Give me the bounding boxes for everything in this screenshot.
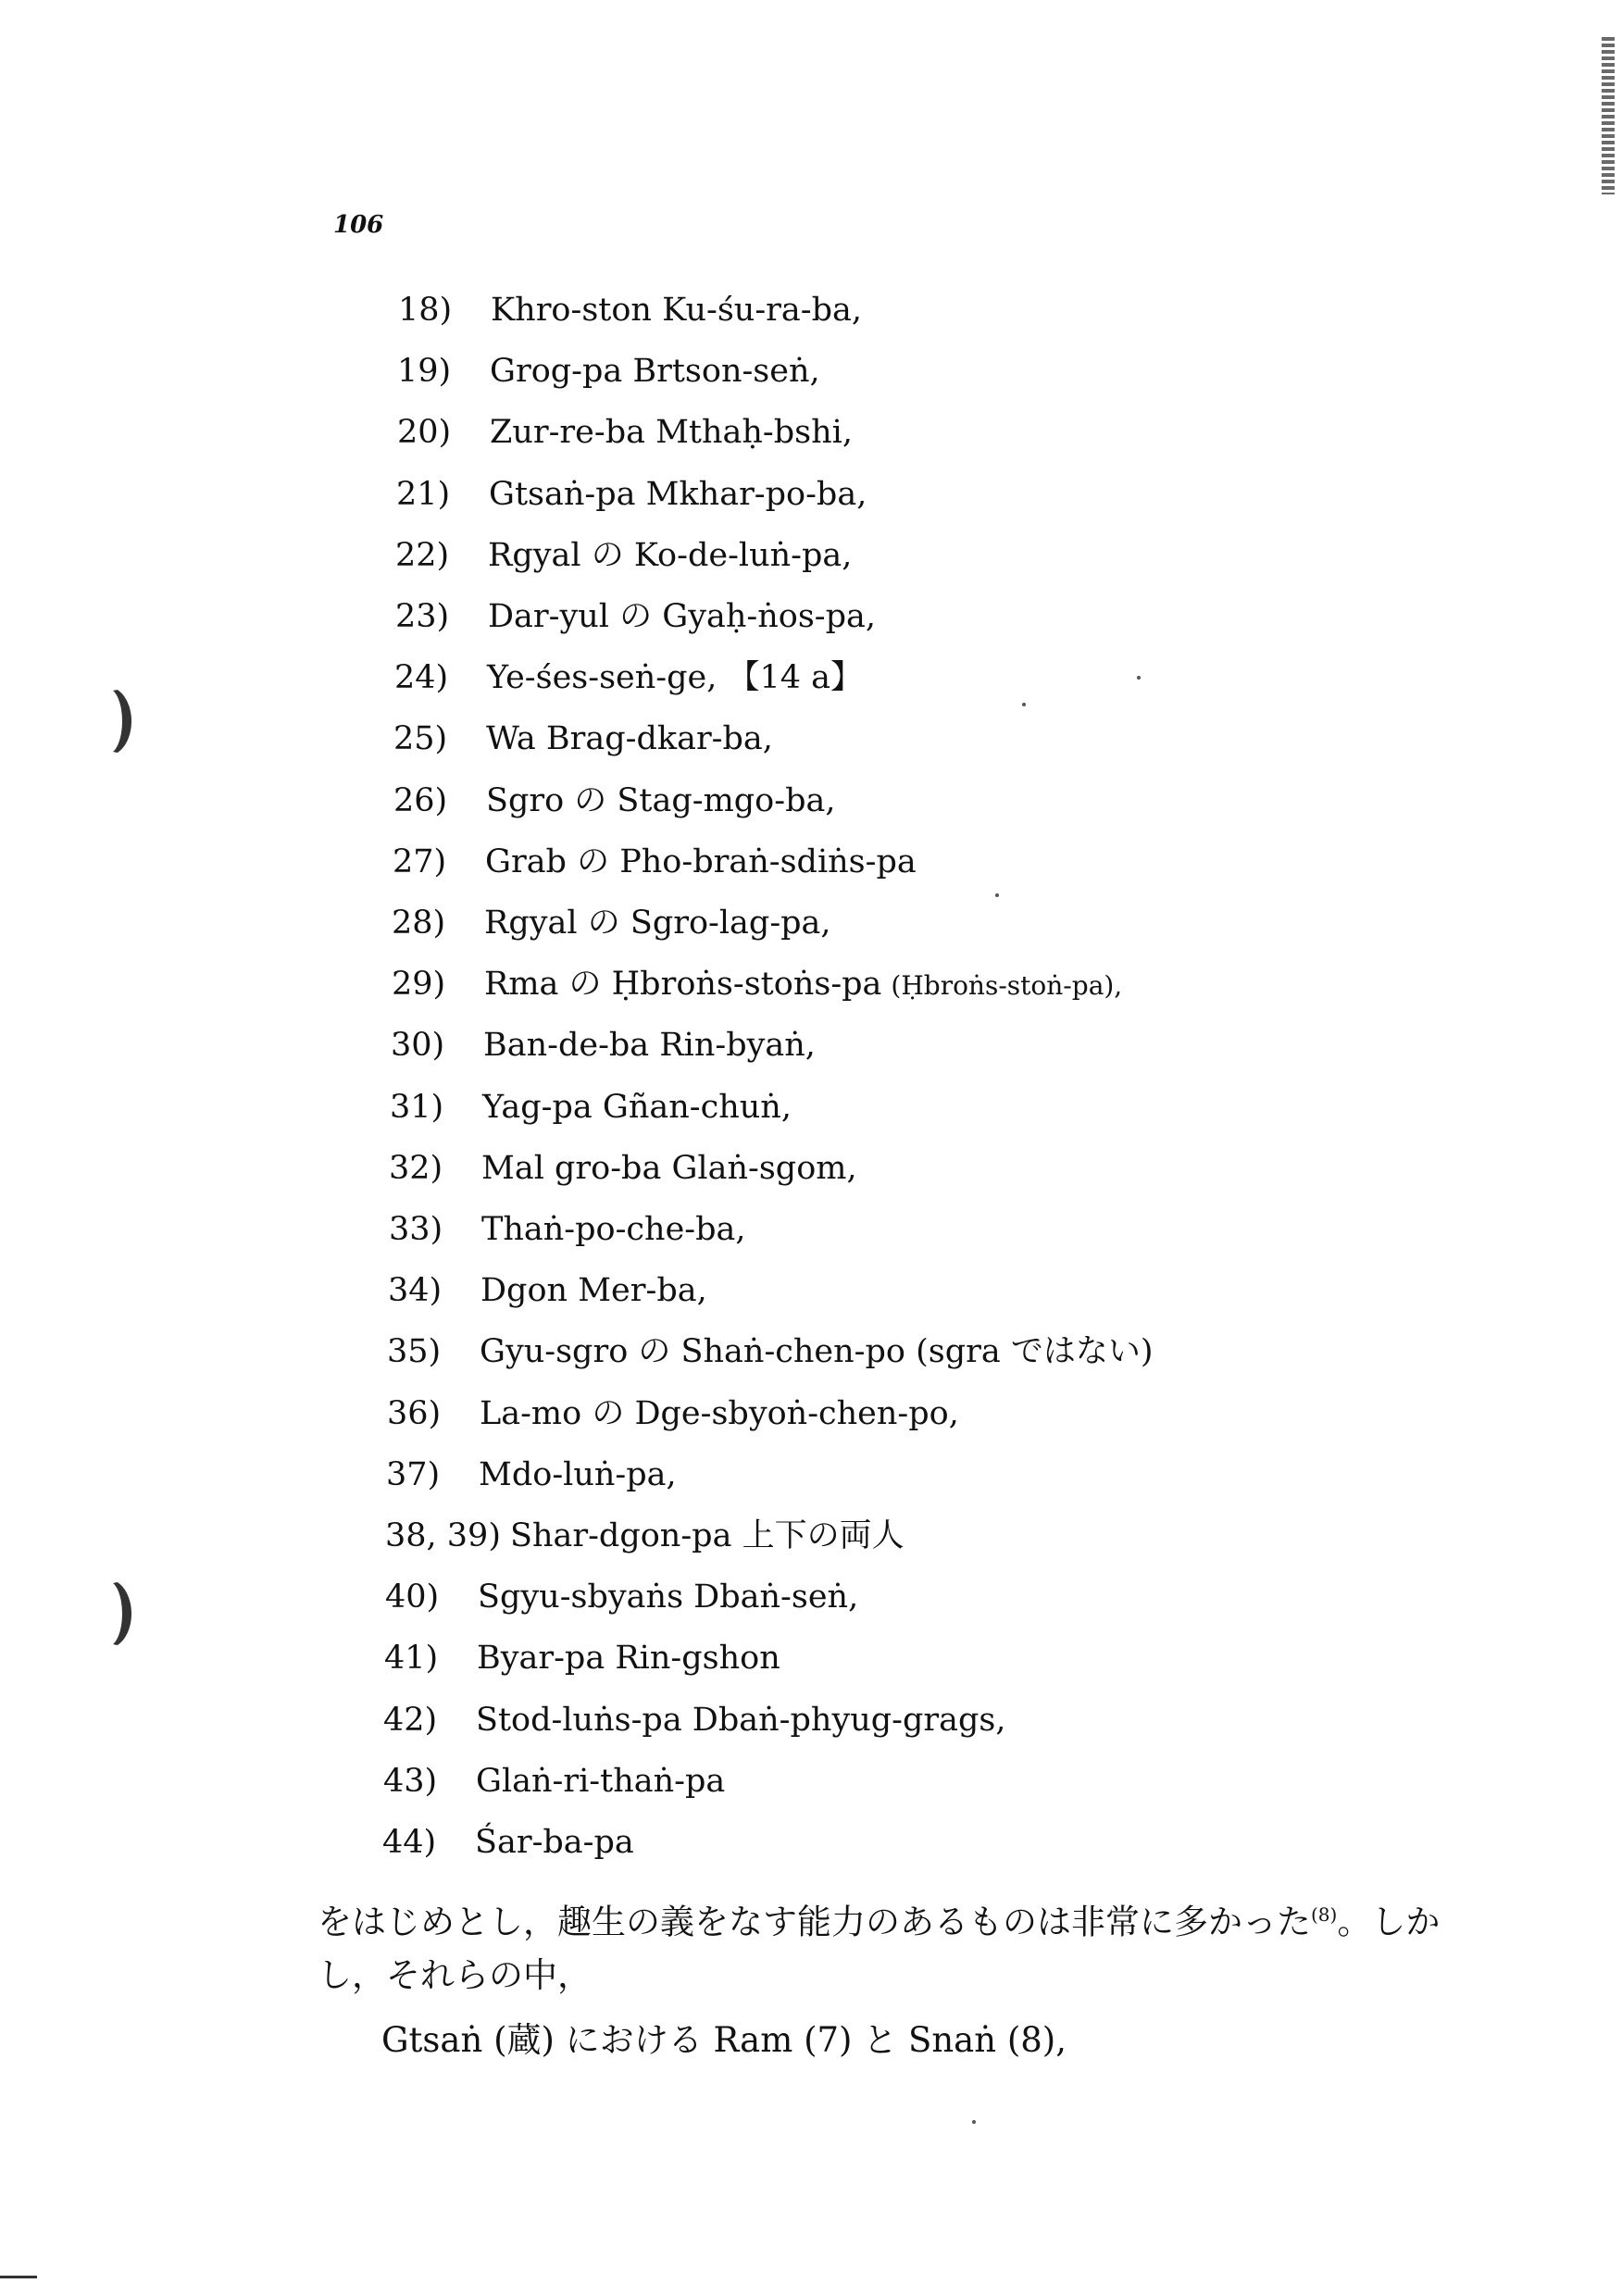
list-item-number: 27): [393, 843, 447, 880]
list-item: [386, 1452, 677, 1498]
list-item: [396, 471, 867, 518]
list-item: [389, 1145, 857, 1192]
list-item-name: Stod-luṅs-pa Dbaṅ-phyug-grags,: [476, 1702, 1006, 1739]
list-item-number: 38, 39): [385, 1517, 501, 1554]
list-item-number: 44): [382, 1824, 437, 1861]
list-item: [397, 348, 820, 394]
list-item: [395, 532, 852, 579]
list-item-name: Glaṅ-ri-thaṅ-pa: [476, 1763, 726, 1800]
list-item: [393, 716, 773, 762]
list-item: [397, 409, 853, 455]
list-item-number: 24): [394, 659, 449, 696]
list-item-number: 40): [385, 1578, 440, 1616]
list-item: [394, 655, 863, 701]
list-item-name: Ban-de-ba Rin-byaṅ,: [483, 1027, 816, 1064]
list-item: [387, 1391, 959, 1437]
list-item: [392, 900, 831, 946]
list-item-number: 23): [395, 598, 450, 635]
list-item-note: (Ḥbroṅs-stoṅ-pa),: [891, 970, 1123, 1001]
list-item-name: Byar-pa Rin-gshon: [477, 1640, 780, 1677]
list-item-name: Mdo-luṅ-pa,: [479, 1456, 677, 1493]
list-item-number: 28): [392, 905, 446, 942]
list-item-number: 35): [387, 1333, 442, 1370]
list-item-name: Rma の Ḥbroṅs-stoṅs-pa: [484, 966, 882, 1003]
list-item-number: 30): [391, 1027, 445, 1064]
list-item: [383, 1758, 725, 1804]
list-item: [388, 1267, 707, 1314]
list-item-name: Śar-ba-pa: [475, 1824, 634, 1861]
paragraph-text-end: 。しか: [1337, 1902, 1441, 1942]
list-item: [384, 1635, 780, 1681]
list-item-name: Yag-pa Gñan-chuṅ,: [482, 1089, 792, 1126]
list-item-name: Sgyu-sbyaṅs Dbaṅ-seṅ,: [478, 1578, 859, 1616]
speck: [972, 2120, 976, 2124]
list-item-number: 19): [397, 353, 452, 390]
list-item-number: 26): [393, 782, 448, 819]
list-item-number: 43): [383, 1763, 438, 1800]
list-item: [391, 1022, 816, 1068]
list-item: [395, 593, 876, 640]
list-item-name: Ye-śes-seṅ-ge, 【14 a】: [487, 659, 864, 696]
list-item-name: Mal gro-ba Glaṅ-sgom,: [481, 1150, 857, 1187]
list-item-number: 32): [389, 1150, 443, 1187]
list-item-name: Wa Brag-dkar-ba,: [486, 720, 773, 757]
list-item-number: 31): [390, 1089, 444, 1126]
list-item-name: Gyu-sgro の Shaṅ-chen-po (sgra ではない): [480, 1333, 1154, 1370]
footnote-reference[interactable]: (8): [1311, 1903, 1338, 1926]
list-item: [393, 778, 835, 824]
list-item-number: 29): [392, 966, 446, 1003]
list-item-name: Dgon Mer-ba,: [480, 1272, 707, 1309]
list-item-name: Rgyal の Sgro-lag-pa,: [484, 905, 831, 942]
list-item-name: Grog-pa Brtson-seṅ,: [490, 353, 820, 390]
page-number: 106: [333, 211, 384, 239]
list-item-name: Rgyal の Ko-de-luṅ-pa,: [488, 537, 853, 574]
list-item-number: 33): [389, 1211, 443, 1248]
list-item-number: 21): [396, 476, 451, 513]
list-item-name: Gtsaṅ-pa Mkhar-po-ba,: [489, 476, 867, 513]
list-item-name: Grab の Pho-braṅ-sdiṅs-pa: [485, 843, 917, 880]
list-item: [389, 1206, 746, 1253]
list-item-name: Thaṅ-po-che-ba,: [481, 1211, 746, 1248]
list-item: [387, 1329, 1154, 1375]
list-item-name: Sgro の Stag-mgo-ba,: [486, 782, 836, 819]
list-item-name: Dar-yul の Gyaḥ-ṅos-pa,: [488, 598, 877, 635]
list-item: [383, 1697, 1006, 1743]
list-item: [392, 961, 1122, 1007]
list-item-number: 36): [387, 1395, 442, 1432]
list-item: [393, 839, 917, 885]
paragraph-text: をはじめとし，趣生の義をなす能力のあるものは非常に多かった: [318, 1902, 1311, 1942]
list-item-number: 25): [393, 720, 448, 757]
list-item-number: 37): [386, 1456, 441, 1493]
list-item-number: 20): [397, 414, 452, 451]
list-item-name: La-mo の Dge-sbyoṅ-chen-po,: [480, 1395, 959, 1432]
list-item: [385, 1574, 858, 1620]
list-item: [382, 1819, 634, 1866]
paragraph-line-3: Gtsaṅ (蔵) における Ram (7) と Snaṅ (8),: [381, 2020, 1067, 2060]
list-item: [385, 1513, 905, 1559]
list-item-name: Zur-re-ba Mthaḥ-bshi,: [490, 414, 853, 451]
paragraph-line-2: し，それらの中，: [318, 1955, 592, 1995]
list-item-name: Khro-ston Ku-śu-ra-ba,: [491, 292, 862, 329]
edge-mark: [0, 2276, 37, 2278]
list-item: [390, 1084, 792, 1130]
list-item-name: Shar-dgon-pa 上下の両人: [509, 1517, 905, 1554]
list-item-number: 22): [395, 537, 450, 574]
list-item: [398, 287, 862, 333]
list-item-number: 42): [383, 1702, 438, 1739]
list-item-number: 18): [398, 292, 453, 329]
paragraph-line-1: [318, 1890, 1440, 1946]
list-item-number: 34): [388, 1272, 443, 1309]
list-item-number: 41): [384, 1640, 439, 1677]
